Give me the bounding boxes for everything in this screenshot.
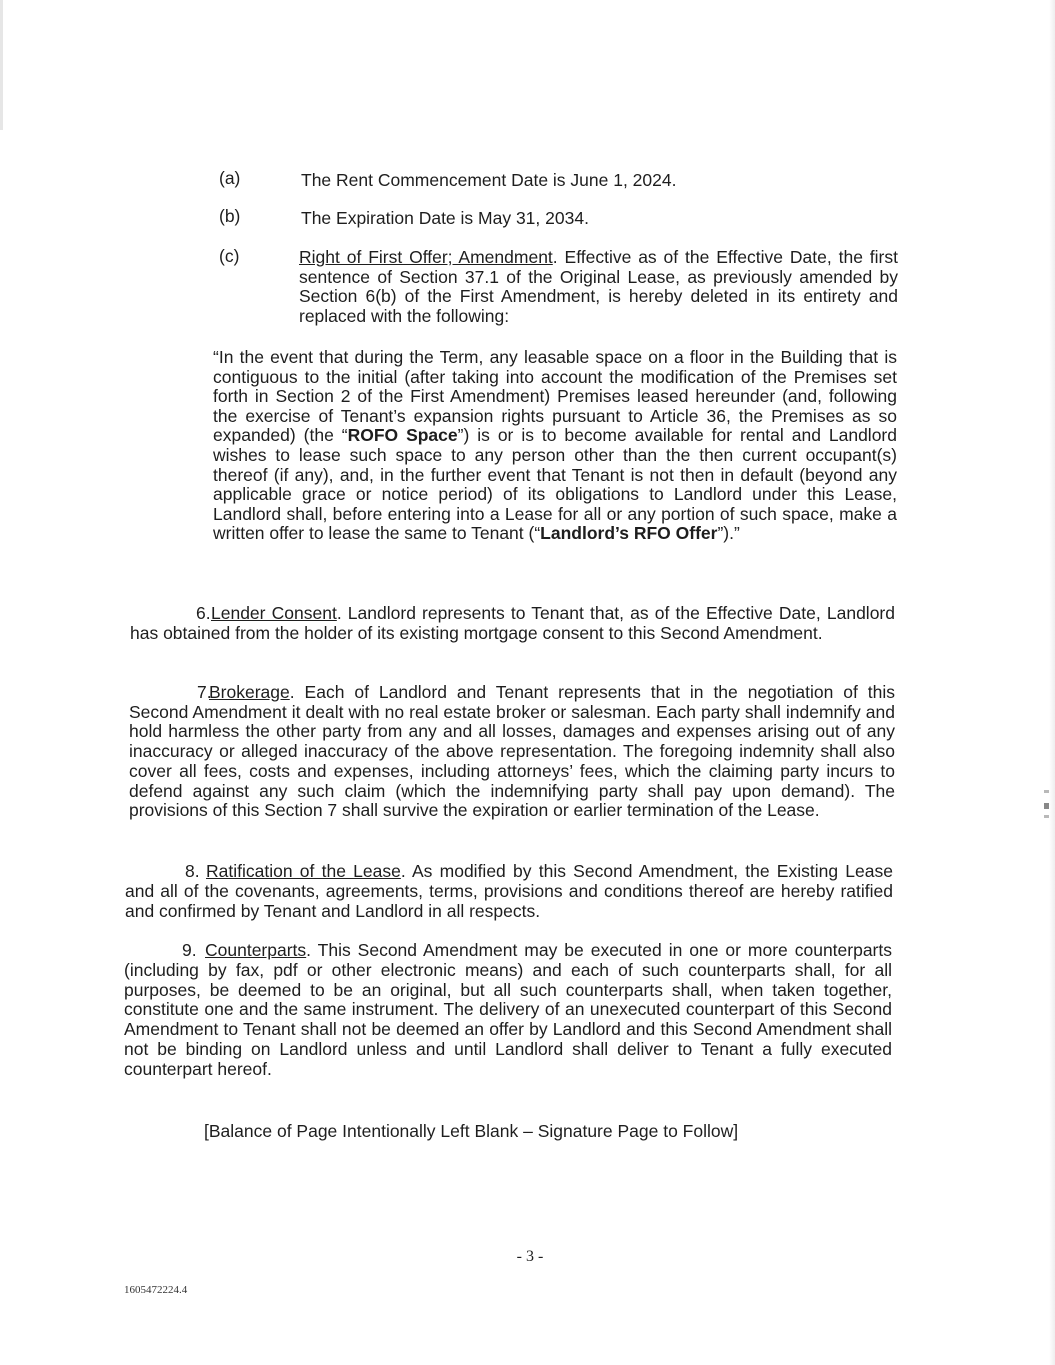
quote-part-2: ”) is or is to become available for rental and Landlord wishes to lease such space to any person other than the then current occupant(s) thereof (if any), and, in the further event that Tenant is not then in default (beyond any applicable grace or notice period) of its obligations to Landlord under this Lease, Landlord shall, before entering into a Lease for all or any portion of such space, make a written offer to lease the same to Tenant (“ xyxy=(213,425,897,544)
item-a-label: (a) xyxy=(219,168,241,188)
scan-artifact xyxy=(1044,790,1049,793)
item-c-text xyxy=(299,248,898,326)
item-b-text: The Expiration Date is May 31, 2034. xyxy=(301,208,589,228)
section-7-number: 7. xyxy=(197,682,212,702)
quote-term-rofo-space: ROFO Space xyxy=(347,425,458,446)
section-9-heading: Counterparts xyxy=(205,940,307,960)
item-c xyxy=(219,246,259,270)
section-8-heading: Ratification of the Lease xyxy=(206,861,401,881)
quote-term-rfo-offer: Landlord’s RFO Offer xyxy=(540,523,718,544)
quote-part-3: ”).” xyxy=(717,523,740,544)
section-9-number: 9. xyxy=(182,940,197,960)
item-c-heading: Right of First Offer; Amendment xyxy=(299,247,553,267)
section-9 xyxy=(124,941,892,1080)
item-b xyxy=(219,206,899,230)
section-7-text: . Each of Landlord and Tenant represents that in the negotiation of this Second Amendment it dealt with no real estate broker or salesman. Each party shall indemnify and hold harmless the other party from any and all losses, damages and expenses arising out of any inaccuracy or alleged inaccuracy of the above representation. The foregoing indemnity shall also cover all fees, costs and expenses, including attorneys’ fees, which the claiming party incurs to defend against any such claim (which the indemnifying party shall pay upon demand). The provisions of this Section 7 shall survive the expiration or earlier termination of the Lease. xyxy=(129,682,895,821)
section-8-number: 8. xyxy=(185,861,200,881)
section-8-text: . As modified by this Second Amendment, the Existing Lease and all of the covenants, agreements, terms, provisions and conditions thereof are hereby ratified and confirmed by Tenant and Landlord in all respects. xyxy=(125,861,893,921)
scan-artifact xyxy=(1044,815,1049,818)
scan-artifact xyxy=(1044,803,1049,809)
section-6 xyxy=(130,603,895,643)
quote-part-1: “In the event that during the Term, any leasable space on a floor in the Building that is contiguous to the initial (after taking into account the modification of the Premises set forth in Section 2 of the First Amendment) Premises leased hereunder (and, following the exercise of Tenant’s expansion rights pursuant to Article 36, the Premises as so expanded) (the “ xyxy=(213,347,897,446)
item-a-text: The Rent Commencement Date is June 1, 2024. xyxy=(301,170,677,190)
item-b-label: (b) xyxy=(219,206,241,226)
section-9-text: . This Second Amendment may be executed in one or more counterparts (including by fax, pdf or other electronic means) and each of such counterparts shall, for all purposes, be deemed to be an original, but all such counterparts shall, when taken together, constitute one and the same instrument. The delivery of an unexecuted counterpart of this Second Amendment to Tenant shall not be deemed an offer by Landlord and this Second Amendment shall not be binding on Landlord unless and until Landlord shall deliver to Tenant a fully executed counterpart hereof. xyxy=(124,940,892,1079)
item-a xyxy=(219,168,899,192)
item-c-body: . Effective as of the Effective Date, the first sentence of Section 37.1 of the Original Lease, as previously amended by Section 6(b) of the First Amendment, is hereby deleted in its entirety and replaced with the following: xyxy=(299,247,898,326)
rofo-quote xyxy=(213,348,897,544)
section-8 xyxy=(125,861,893,921)
page-number: - 3 - xyxy=(516,1248,544,1265)
section-7 xyxy=(129,683,895,821)
section-6-text: . Landlord represents to Tenant that, as of the Effective Date, Landlord has obtained from the holder of its existing mortgage consent to this Second Amendment. xyxy=(130,603,895,643)
section-7-heading: Brokerage xyxy=(209,682,290,702)
scan-edge-mark xyxy=(0,0,3,130)
scan-edge-shadow xyxy=(1049,0,1055,1365)
section-6-number: 6. xyxy=(196,603,211,623)
document-id: 1605472224.4 xyxy=(124,1284,188,1296)
balance-blank-note: [Balance of Page Intentionally Left Blank – Signature Page to Follow] xyxy=(204,1121,739,1141)
section-6-heading: Lender Consent xyxy=(211,603,337,623)
item-c-label: (c) xyxy=(219,246,240,266)
